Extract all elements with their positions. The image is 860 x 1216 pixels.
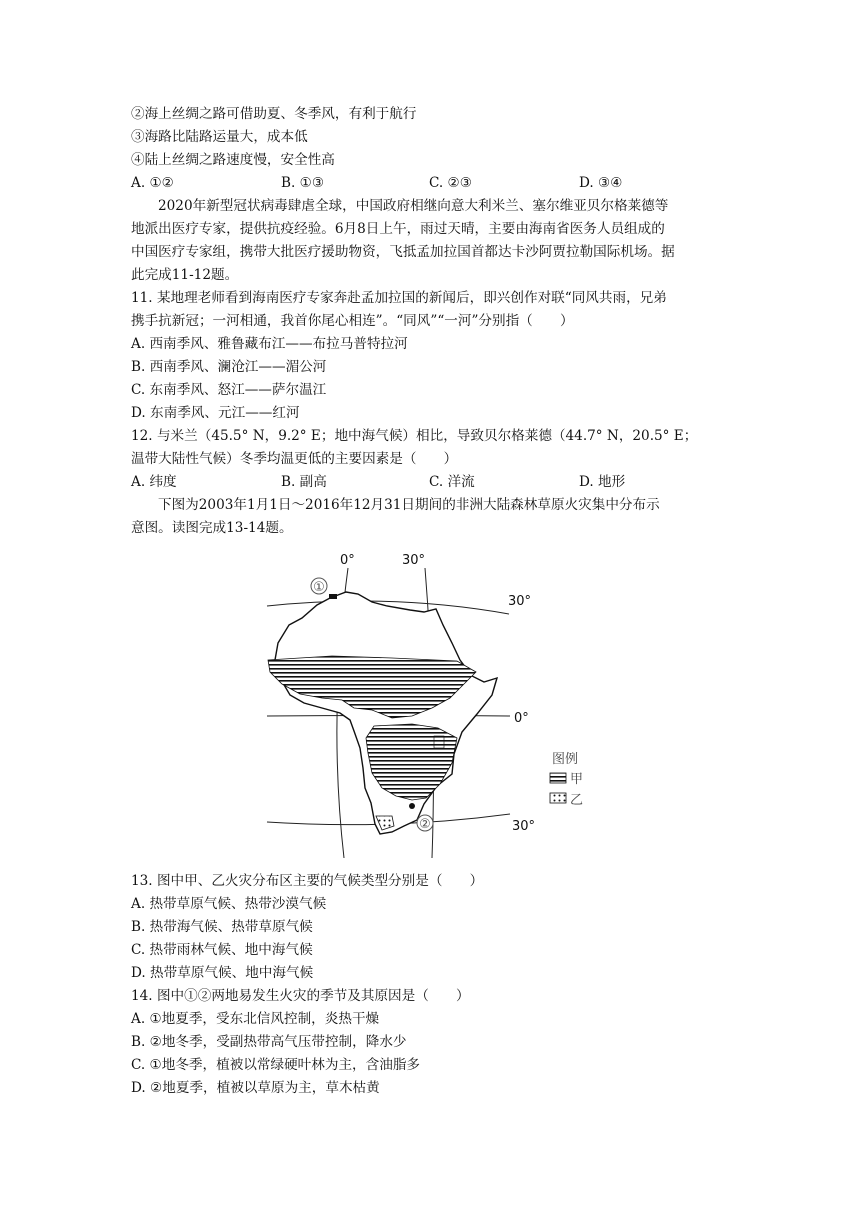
legend-title: 图例 — [552, 752, 579, 767]
fire-zone-jia-patch — [434, 736, 444, 748]
marker-1-label: ① — [313, 580, 325, 595]
choice-d: D. 地形 — [579, 474, 626, 490]
q11-choice-a: A. 西南季风、雅鲁藏布江——布拉马普特拉河 — [131, 336, 408, 352]
passage-line: 下图为2003年1月1日～2016年12月31日期间的非洲大陆森林草原火灾集中分布示 — [158, 497, 660, 513]
legend-jia-swatch — [550, 773, 566, 783]
q14-choice-a: A. ①地夏季，受东北信风控制，炎热干燥 — [131, 1011, 380, 1027]
q14-choice-b: B. ②地冬季，受副热带高气压带控制，降水少 — [131, 1034, 407, 1050]
q13-choice-c: C. 热带雨林气候、地中海气候 — [131, 942, 313, 958]
marker-2-dot — [409, 803, 415, 809]
passage-line: 意图。读图完成13-14题。 — [131, 520, 293, 536]
choice-d: D. ③④ — [579, 175, 623, 191]
q14-choice-d: D. ②地夏季，植被以草原为主，草木枯黄 — [131, 1080, 380, 1096]
option-line-4: ④陆上丝绸之路速度慢，安全性高 — [131, 152, 335, 168]
map-legend — [550, 752, 583, 808]
label-lat-30s: 30° — [512, 819, 536, 834]
q14-choice-c: C. ①地冬季，植被以常绿硬叶林为主，含油脂多 — [131, 1057, 421, 1073]
choice-a: A. 纬度 — [131, 474, 177, 490]
q11-choice-c: C. 东南季风、怒江——萨尔温江 — [131, 382, 327, 398]
question-11-stem: 11. 某地理老师看到海南医疗专家奔赴孟加拉国的新闻后，即兴创作对联“同风共雨，兄弟 — [131, 290, 667, 306]
q11-choice-d: D. 东南季风、元江——红河 — [131, 405, 300, 421]
passage-line: 2020年新型冠状病毒肆虐全球，中国政府相继向意大利米兰、塞尔维亚贝尔格莱德等 — [158, 198, 669, 214]
label-lat-30n: 30° — [508, 594, 532, 609]
choice-c: C. 洋流 — [429, 474, 475, 490]
legend-jia-label: 甲 — [570, 772, 584, 787]
passage-line: 地派出医疗专家，提供抗疫经验。6月8日上午，雨过天晴，主要由海南省医务人员组成的 — [131, 221, 665, 237]
passage-line: 此完成11-12题。 — [131, 267, 239, 283]
choice-b: B. 副高 — [281, 474, 327, 490]
choice-a: A. ①② — [131, 175, 174, 191]
legend-yi-swatch — [550, 793, 566, 803]
q13-choice-b: B. 热带海气候、热带草原气候 — [131, 919, 313, 935]
option-line-2: ②海上丝绸之路可借助夏、冬季风，有利于航行 — [131, 106, 417, 122]
question-11-stem: 携手抗新冠；一河相通，我首你尾心相连”。“同风”“一河”分别指（ ） — [131, 313, 574, 329]
label-lon-30: 30° — [402, 553, 426, 568]
q13-choice-a: A. 热带草原气候、热带沙漠气候 — [131, 896, 327, 912]
marker-1-area — [329, 594, 337, 599]
question-13-stem: 13. 图中甲、乙火灾分布区主要的气候类型分别是（ ） — [131, 873, 484, 889]
q13-choice-d: D. 热带草原气候、地中海气候 — [131, 965, 314, 981]
africa-fire-map — [262, 548, 592, 866]
q11-choice-b: B. 西南季风、澜沧江——湄公河 — [131, 359, 327, 375]
legend-yi-label: 乙 — [570, 793, 584, 808]
passage-line: 中国医疗专家组，携带大批医疗援助物资，飞抵孟加拉国首都达卡沙阿贾拉勒国际机场。据 — [131, 244, 675, 260]
label-lat-0: 0° — [514, 711, 529, 726]
label-lon-0: 0° — [340, 553, 355, 568]
question-14-stem: 14. 图中①②两地易发生火灾的季节及其原因是（ ） — [131, 988, 470, 1004]
marker-2-label: ② — [419, 817, 431, 832]
choice-c: C. ②③ — [429, 175, 472, 191]
question-12-stem: 温带大陆性气候）冬季均温更低的主要因素是（ ） — [131, 451, 458, 467]
question-12-stem: 12. 与米兰（45.5° N，9.2° E；地中海气候）相比，导致贝尔格莱德（44.7° N，20.5° E； — [131, 428, 698, 444]
choice-b: B. ①③ — [281, 175, 325, 191]
option-line-3: ③海路比陆路运量大，成本低 — [131, 129, 308, 145]
